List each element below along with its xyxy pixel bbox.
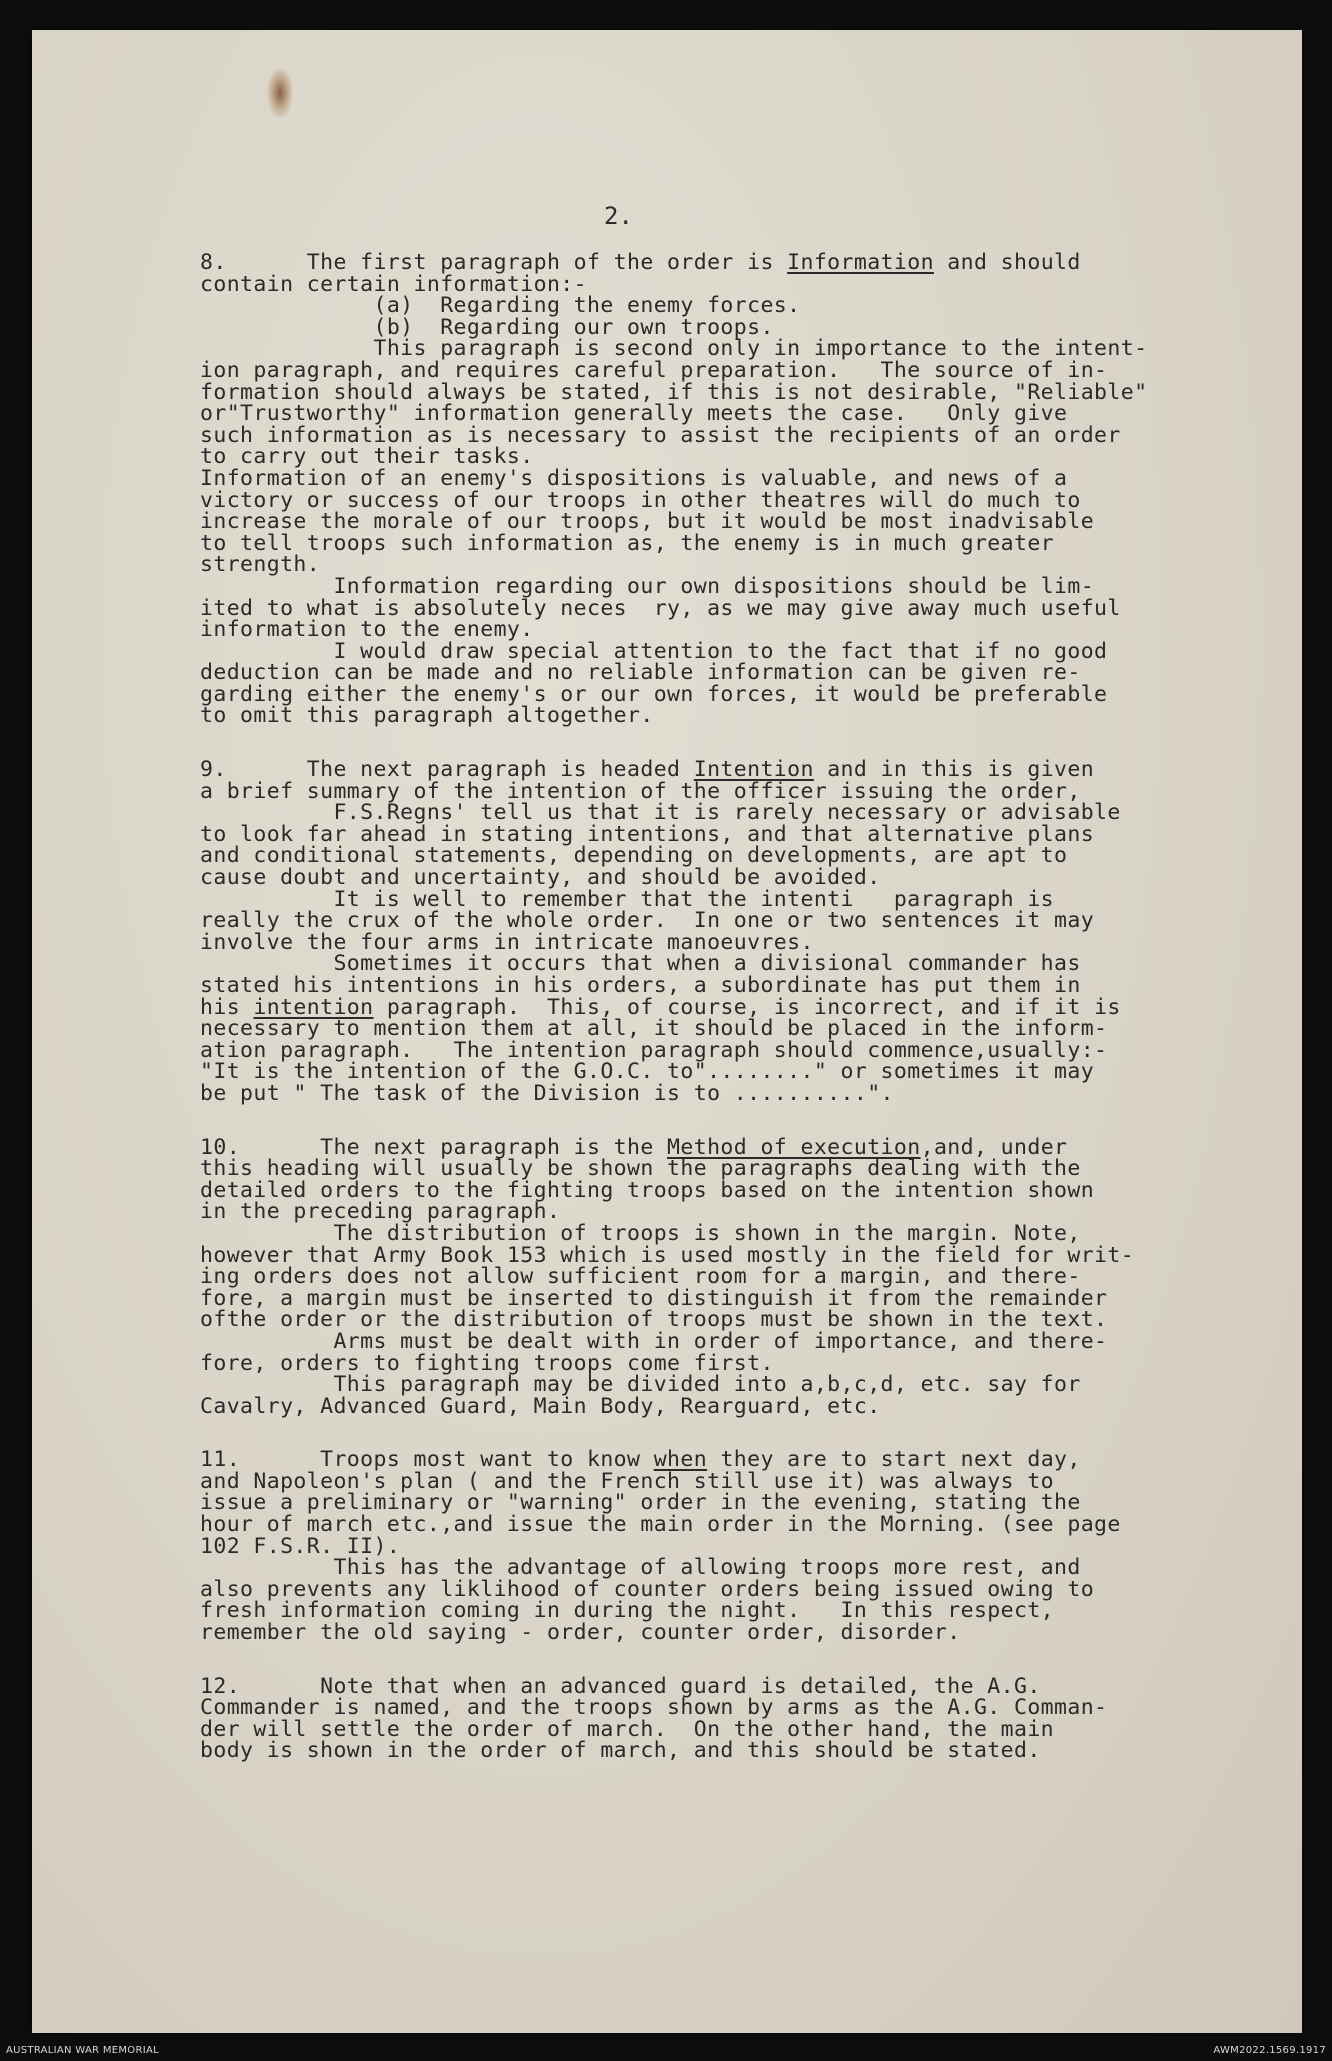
text-line: "It is the intention of the G.O.C. to"........" or sometimes it may <box>200 1059 1095 1085</box>
text-line: Arms must be dealt with in order of importance, and there- <box>200 1328 1108 1354</box>
text-line: ation paragraph. The intention paragraph should commence,usually:- <box>200 1037 1108 1063</box>
text-line: and conditional statements, depending on developments, are apt to <box>200 843 1068 869</box>
text-line: hour of march etc.,and issue the main order in the Morning. (see page <box>200 1512 1121 1538</box>
text-segment: 10. The next paragraph is the <box>200 1134 668 1160</box>
text-line: F.S.Regns' tell us that it is rarely necessary or advisable <box>200 800 1121 826</box>
text-line: This has the advantage of allowing troops more rest, and <box>200 1555 1081 1581</box>
text-line: ited to what is absolutely neces ry, as we may give away much useful <box>200 595 1121 621</box>
text-line: formation should always be stated, if this is not desirable, "Reliable" <box>200 379 1148 405</box>
text-line: (a) Regarding the enemy forces. <box>200 293 801 319</box>
text-line: detailed orders to the fighting troops based on the intention shown <box>200 1177 1095 1203</box>
text-line <box>200 994 1290 1020</box>
document-body <box>200 252 1290 1762</box>
text-segment: and in this is given <box>813 757 1095 783</box>
text-line: fore, a margin must be inserted to distinguish it from the remainder <box>200 1285 1108 1311</box>
text-line: contain certain information:- <box>200 271 587 297</box>
text-segment: and should <box>933 250 1081 275</box>
text-line: however that Army Book 153 which is used mostly in the field for writ- <box>200 1242 1135 1268</box>
paragraph-gap <box>200 1417 1290 1449</box>
text-line: such information as is necessary to assist the recipients of an order <box>200 422 1121 448</box>
document-page <box>32 30 1302 2033</box>
text-line: cause doubt and uncertainty, and should be avoided. <box>200 865 881 891</box>
page-number: 2. <box>604 202 633 230</box>
text-line: involve the four arms in intricate manoeuvres. <box>200 929 814 955</box>
text-segment: 8. The first paragraph of the order is <box>200 250 788 275</box>
text-line: fore, orders to fighting troops come first. <box>200 1350 774 1376</box>
text-line: Information regarding our own dispositions should be lim- <box>200 573 1095 599</box>
footer-reference-number: AWM2022.1569.1917 <box>1213 2045 1326 2056</box>
text-segment: paragraph. This, of course, is incorrect, and if it is <box>373 994 1121 1020</box>
paragraph-gap <box>200 1644 1290 1676</box>
text-line: a brief summary of the intention of the officer issuing the order, <box>200 778 1081 804</box>
text-line: der will settle the order of march. On the other hand, the main <box>200 1716 1055 1742</box>
text-line: Sometimes it occurs that when a divisional commander has <box>200 951 1081 977</box>
text-line: This paragraph may be divided into a,b,c,d, etc. say for <box>200 1372 1081 1398</box>
text-line: deduction can be made and no reliable information can be given re- <box>200 660 1081 686</box>
text-segment: ,and, under <box>920 1134 1068 1160</box>
underlined-intention: Intention <box>693 757 814 783</box>
underlined-when: when <box>653 1447 708 1473</box>
text-line: ing orders does not allow sufficient room for a margin, and there- <box>200 1264 1081 1290</box>
text-line: Cavalry, Advanced Guard, Main Body, Rearguard, etc. <box>200 1393 881 1419</box>
text-line: or"Trustworthy" information generally meets the case. Only give <box>200 401 1068 427</box>
text-line: 12. Note that when an advanced guard is detailed, the A.G. <box>200 1673 1041 1699</box>
text-line: ofthe order or the distribution of troops must be shown in the text. <box>200 1307 1108 1333</box>
text-line: Commander is named, and the troops shown by arms as the A.G. Comman- <box>200 1695 1108 1721</box>
text-line: information to the enemy. <box>200 617 534 643</box>
paragraph-gap <box>200 727 1290 759</box>
text-line: be put " The task of the Division is to ..........". <box>200 1080 894 1106</box>
text-line: issue a preliminary or "warning" order in the evening, stating the <box>200 1490 1081 1516</box>
text-line: stated his intentions in his orders, a subordinate has put them in <box>200 973 1081 998</box>
text-segment: they are to start next day, <box>707 1447 1081 1473</box>
text-line: The distribution of troops is shown in the margin. Note, <box>200 1220 1081 1246</box>
text-line: fresh information coming in during the night. In this respect, <box>200 1598 1055 1624</box>
text-line: garding either the enemy's or our own forces, it would be preferable <box>200 681 1108 707</box>
text-segment: his <box>200 994 254 1020</box>
text-line: remember the old saying - order, counter order, disorder. <box>200 1620 961 1646</box>
underlined-information: Information <box>787 250 934 275</box>
text-line: 102 F.S.R. II). <box>200 1533 401 1559</box>
footer-archive-name: AUSTRALIAN WAR MEMORIAL <box>6 2045 159 2056</box>
rust-stain <box>267 68 293 118</box>
text-line: strength. <box>200 552 321 578</box>
text-line: This paragraph is second only in importance to the intent- <box>200 336 1148 362</box>
text-line <box>200 1449 1290 1471</box>
text-segment: 11. Troops most want to know <box>200 1447 654 1473</box>
text-line <box>200 252 1290 274</box>
text-line: necessary to mention them at all, it should be placed in the inform- <box>200 1016 1108 1042</box>
text-line: to look far ahead in stating intentions, and that alternative plans <box>200 821 1095 847</box>
text-line: to carry out their tasks. <box>200 444 534 470</box>
text-line: victory or success of our troops in other theatres will do much to <box>200 487 1081 513</box>
paragraph-gap <box>200 1105 1290 1137</box>
text-line <box>200 1134 1290 1160</box>
text-segment: 9. The next paragraph is headed <box>200 757 694 783</box>
text-line: increase the morale of our troops, but it would be most inadvisable <box>200 509 1095 535</box>
text-line <box>200 759 1290 781</box>
text-line: (b) Regarding our own troops. <box>200 314 774 340</box>
text-line: in the preceding paragraph. <box>200 1199 561 1225</box>
text-line: this heading will usually be shown the paragraphs dealing with the <box>200 1156 1081 1182</box>
underlined-intention-word: intention <box>253 994 374 1020</box>
text-line: to omit this paragraph altogether. <box>200 703 654 729</box>
text-line: ion paragraph, and requires careful preparation. The source of in- <box>200 357 1108 383</box>
text-line: I would draw special attention to the fact that if no good <box>200 638 1108 664</box>
text-line: body is shown in the order of march, and this should be stated. <box>200 1738 1041 1764</box>
underlined-method: Method of execution <box>667 1134 921 1160</box>
text-line: and Napoleon's plan ( and the French still use it) was always to <box>200 1468 1055 1494</box>
text-line: really the crux of the whole order. In one or two sentences it may <box>200 908 1095 934</box>
text-line: to tell troops such information as, the enemy is in much greater <box>200 530 1055 556</box>
text-line: It is well to remember that the intenti paragraph is <box>200 886 1055 912</box>
text-line: also prevents any liklihood of counter orders being issued owing to <box>200 1576 1095 1602</box>
text-line: Information of an enemy's dispositions is valuable, and news of a <box>200 465 1068 491</box>
